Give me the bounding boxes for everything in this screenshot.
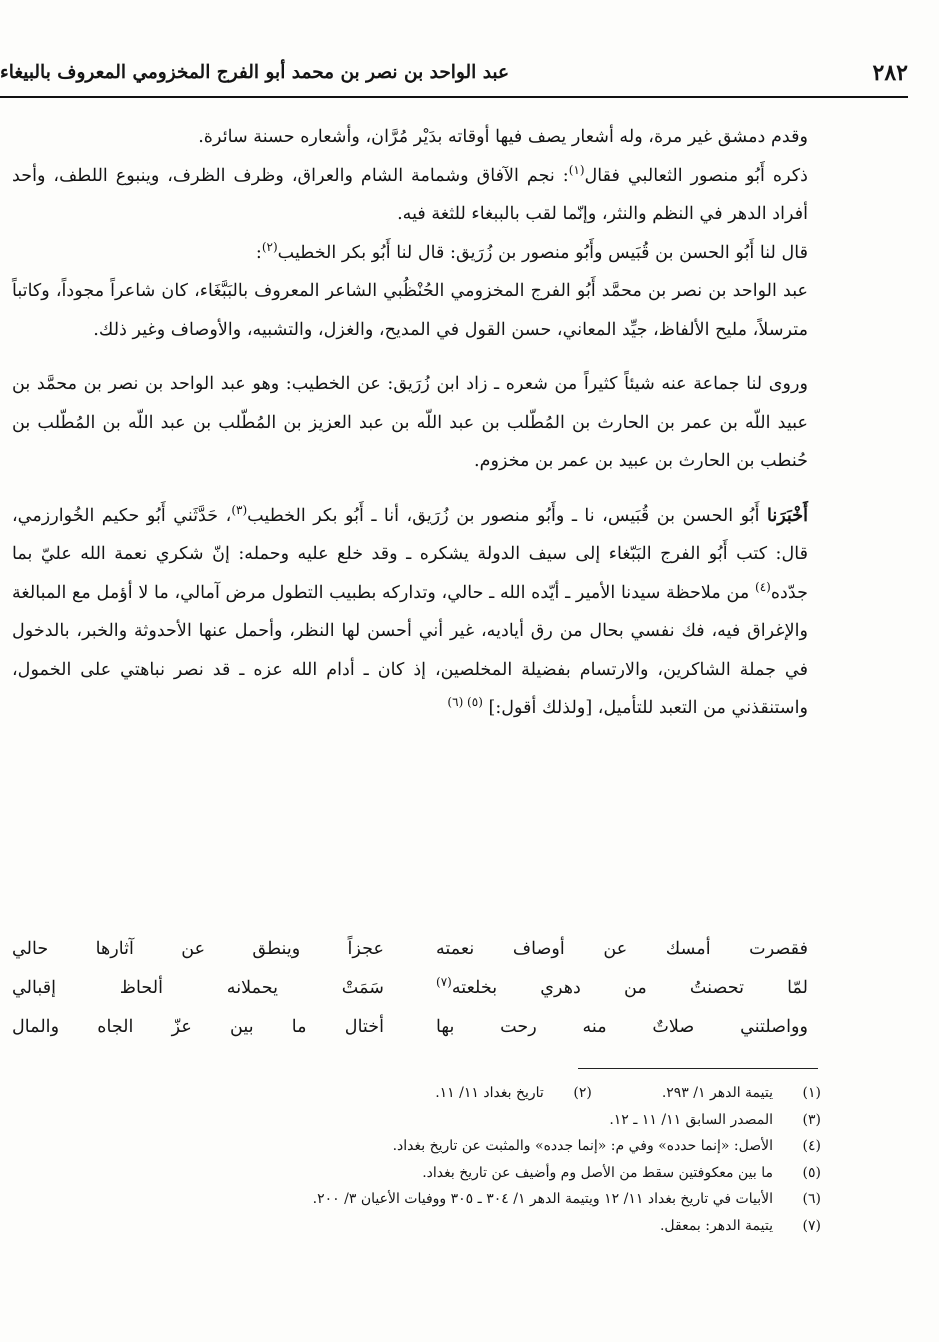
paragraph-5 — [12, 365, 808, 481]
footnote-number: (١) — [802, 1085, 821, 1101]
footnote-row — [181, 1107, 821, 1134]
p2-text-a: ذكره أَبُو منصور الثعالبي فقال — [584, 165, 808, 186]
p1-text: وقدم دمشق غير مرة، وله أشعار يصف فيها أوقاته بدَيْر مُرَّان، وأشعاره حسنة سائرة. — [198, 127, 808, 147]
verse-first-text: لمّا تحصنتُ من دهري بخلعته — [451, 978, 808, 998]
header-rule — [0, 96, 908, 98]
verse-line — [12, 969, 808, 1008]
footnote-row — [181, 1080, 821, 1107]
verse-first-hemistich — [436, 969, 808, 1008]
isnad-lead: أَخْبَرَنا — [766, 504, 809, 526]
footnote-number: (٥) — [802, 1164, 821, 1181]
footnote-row — [181, 1160, 821, 1187]
verse-first-hemistich: فقصرت أمسك عن أوصاف نعمته — [436, 939, 808, 959]
paragraph-2 — [12, 157, 808, 234]
footnote-text: يتيمة الدهر ١/ ٢٩٣. — [661, 1085, 773, 1101]
footnote-ref-2[interactable]: (٢) — [261, 239, 278, 254]
footnote-text: تاريخ بغداد ١١/ ١١. — [435, 1085, 544, 1101]
footnote-number: (٦) — [802, 1191, 821, 1208]
p2-text-b: : نجم الآفاق وشمامة الشام والعراق، وظرف الظرف، وينبوع اللطف، وأحد أفراد الدهر في النظم والنثر، وإنّما لقب بالببغاء للثغة فيه. — [12, 165, 808, 224]
verse-second-hemistich: أختال ما بين عزّ الجاه والمال — [12, 1017, 384, 1037]
paragraph-6 — [12, 497, 808, 728]
footnote-row — [181, 1213, 821, 1240]
footnote-number: (٣) — [802, 1111, 821, 1128]
footnote-number: (٢) — [573, 1085, 592, 1101]
p3-text-a: قال لنا أَبُو الحسن بن قُبَيس وأَبُو منصور بن زُرَيق: قال لنا أَبُو بكر الخطيب — [277, 242, 808, 263]
page-number: ٢٨٢ — [872, 60, 908, 86]
verse-line — [12, 930, 808, 969]
footnote-separator — [578, 1068, 818, 1069]
p6-text-a: أَبُو الحسن بن قُبَيس، نا ـ وأَبُو منصور بن زُرَيق، أنا ـ أَبُو بكر الخطيب — [247, 505, 760, 526]
page-header — [0, 56, 908, 98]
footnote-text: الأبيات في تاريخ بغداد ١١/ ١٢ ويتيمة الدهر ١/ ٣٠٤ ـ ٣٠٥ ووفيات الأعيان ٣/ ٢٠٠. — [312, 1191, 773, 1208]
footnote-ref-5-6[interactable]: (٥) (٦) — [447, 695, 483, 710]
running-title: عبد الواحد بن نصر بن محمد أبو الفرج المخزومي المعروف بالبيغاء — [0, 62, 510, 83]
paragraph-1 — [12, 118, 808, 157]
footnotes — [181, 1080, 821, 1240]
footnote-text: ما بين معكوفتين سقط من الأصل وم وأضيف عن تاريخ بغداد. — [422, 1164, 773, 1181]
footnote-number: (٧) — [802, 1217, 821, 1234]
main-text — [12, 118, 808, 728]
footnote-text: يتيمة الدهر: بمعقل. — [659, 1217, 773, 1234]
verse-second-hemistich: عجزاً وينطق عن آثارها حالي — [12, 939, 384, 959]
footnote-row — [181, 1186, 821, 1213]
footnote-ref-1[interactable]: (١) — [568, 162, 585, 177]
p6-text-b: ، حَدَّثَني أَبُو حكيم الخُوارزمي، قال: كتب أَبُو الفرج البَبّغاء إلى سيف الدولة يشكره ـ وقد خلع عليه وحمله: إنّ شكري نعمة الله عليّ بما جدّده — [12, 505, 808, 603]
paragraph-4 — [12, 272, 808, 349]
poem — [12, 930, 808, 1047]
footnote-ref-3[interactable]: (٣) — [231, 502, 248, 517]
footnote-ref-4[interactable]: (٤) — [755, 579, 771, 594]
footnote-text: المصدر السابق ١١/ ١١ ـ ١٢. — [609, 1111, 773, 1128]
paragraph-3 — [12, 234, 808, 273]
footnote-text: الأصل: «إنما حدده» وفي م: «إنما جدده» والمثبت عن تاريخ بغداد. — [392, 1138, 773, 1155]
footnote-row — [181, 1133, 821, 1160]
footnote-ref-7[interactable]: (٧) — [436, 975, 452, 990]
footnote-number: (٤) — [802, 1138, 821, 1155]
p4-text: عبد الواحد بن نصر بن محمَّد أَبُو الفرج المخزومي الحُنْظُبي الشاعر المعروف بالبَبَّغَاء، كان شاعراً مجوداً، وكاتباً مترسلاً، مليح الألفاظ، جيِّد المعاني، حسن القول في المديح، والغزل، والتشبيه، والأوصاف وغير ذلك. — [12, 281, 808, 340]
verse-first-hemistich: وواصلتني صلاتٌ منه رحت بها — [436, 1017, 808, 1037]
verse-second-hemistich: سَمَتْ يحملانه ألحاظ إقبالي — [12, 978, 384, 998]
verse-line — [12, 1008, 808, 1047]
p5-text: وروى لنا جماعة عنه شيئاً كثيراً من شعره ـ زاد ابن زُرَيق: عن الخطيب: وهو عبد الواحد بن نصر بن محمَّد بن عبيد اللّه بن عمر بن الحارث بن المُطّلب بن عبد اللّه بن عبد العزيز بن المُطّلب بن عبد اللّه بن المُطّلب بن حُنطب بن الحارث بن عبيد بن عمر بن مخزوم. — [12, 374, 808, 471]
p3-text-b: : — [255, 242, 262, 263]
p6-text-c: من ملاحظة سيدنا الأمير ـ أيّده الله ـ حالي، وتداركه بطبيب التطول مرض آمالي، ما لا أؤمل مع المبالغة والإغراق فيه، فك نفسي بحال من رق أياديه، غير أني أحسن لها النظر، وأحمل عنها الأحدوثة والخبر، بالدخول في جملة الشاكرين، والارتسام بفضيلة المخلصين، إذ كان ـ أدام الله عزه ـ قد نصر نباهتي على الخمول، واستنقذني من التعبد للتأميل، [ولذلك أقول:] — [12, 582, 808, 718]
